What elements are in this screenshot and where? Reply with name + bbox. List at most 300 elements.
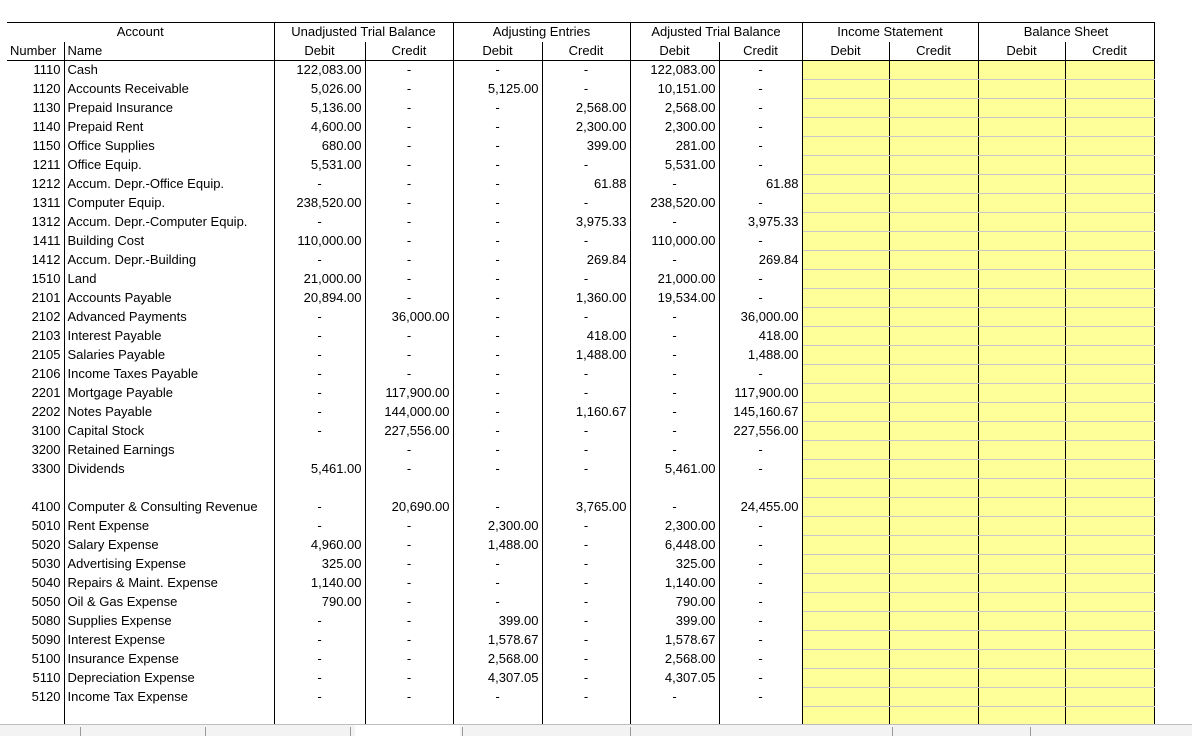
utb-credit-cell[interactable]: 36,000.00 [365, 308, 453, 327]
is-credit-cell[interactable] [889, 346, 978, 365]
account-name-cell[interactable]: Accounts Receivable [64, 80, 274, 99]
utb-debit-cell[interactable]: 325.00 [274, 555, 365, 574]
atb-credit-cell[interactable]: - [719, 612, 802, 631]
bs-credit-cell[interactable] [1065, 270, 1154, 289]
utb-debit-cell[interactable]: - [274, 612, 365, 631]
is-credit-cell[interactable] [889, 688, 978, 707]
is-debit-cell[interactable] [802, 479, 889, 498]
utb-credit-cell[interactable]: - [365, 441, 453, 460]
bs-credit-cell[interactable] [1065, 479, 1154, 498]
account-number-cell[interactable]: 2106 [7, 365, 64, 384]
is-credit-cell[interactable] [889, 156, 978, 175]
account-number-cell[interactable]: 1411 [7, 232, 64, 251]
account-number-cell[interactable]: 1412 [7, 251, 64, 270]
utb-debit-cell[interactable]: 5,531.00 [274, 156, 365, 175]
bs-debit-cell[interactable] [978, 612, 1065, 631]
is-debit-cell[interactable] [802, 498, 889, 517]
is-debit-cell[interactable] [802, 61, 889, 80]
atb-credit-cell[interactable]: - [719, 61, 802, 80]
utb-credit-cell[interactable]: - [365, 593, 453, 612]
bs-debit-cell[interactable] [978, 213, 1065, 232]
account-name-cell[interactable]: Office Equip. [64, 156, 274, 175]
account-number-cell[interactable]: 4100 [7, 498, 64, 517]
is-credit-cell[interactable] [889, 270, 978, 289]
bs-debit-cell[interactable] [978, 365, 1065, 384]
utb-debit-cell[interactable] [274, 441, 365, 460]
atb-debit-cell[interactable]: 5,461.00 [630, 460, 719, 479]
atb-debit-cell[interactable]: - [630, 175, 719, 194]
utb-credit-cell[interactable]: - [365, 536, 453, 555]
atb-credit-cell[interactable]: - [719, 156, 802, 175]
is-credit-cell[interactable] [889, 194, 978, 213]
account-number-cell[interactable]: 5030 [7, 555, 64, 574]
ae-credit-cell[interactable]: 1,160.67 [542, 403, 630, 422]
bs-credit-cell[interactable] [1065, 194, 1154, 213]
utb-credit-cell[interactable]: - [365, 346, 453, 365]
utb-credit-cell[interactable]: - [365, 251, 453, 270]
is-credit-cell[interactable] [889, 384, 978, 403]
ae-debit-cell[interactable]: - [453, 460, 542, 479]
account-number-cell[interactable]: 3100 [7, 422, 64, 441]
atb-credit-cell[interactable]: - [719, 365, 802, 384]
is-credit-cell[interactable] [889, 441, 978, 460]
bs-credit-cell[interactable] [1065, 308, 1154, 327]
ae-credit-cell[interactable]: - [542, 232, 630, 251]
account-number-cell[interactable]: 5120 [7, 688, 64, 707]
atb-debit-cell[interactable]: 2,300.00 [630, 517, 719, 536]
bs-credit-cell[interactable] [1065, 707, 1154, 726]
ae-credit-cell[interactable]: - [542, 688, 630, 707]
utb-debit-cell[interactable]: - [274, 498, 365, 517]
account-number-cell[interactable]: 2102 [7, 308, 64, 327]
atb-credit-cell[interactable]: 61.88 [719, 175, 802, 194]
is-credit-cell[interactable] [889, 631, 978, 650]
atb-debit-cell[interactable]: - [630, 251, 719, 270]
bs-credit-cell[interactable] [1065, 346, 1154, 365]
bs-debit-cell[interactable] [978, 650, 1065, 669]
is-credit-cell[interactable] [889, 669, 978, 688]
ae-credit-cell[interactable]: - [542, 308, 630, 327]
atb-debit-cell[interactable] [630, 707, 719, 726]
header-ae-debit[interactable]: Debit [453, 42, 542, 61]
bs-credit-cell[interactable] [1065, 574, 1154, 593]
is-debit-cell[interactable] [802, 612, 889, 631]
ae-credit-cell[interactable]: - [542, 517, 630, 536]
utb-debit-cell[interactable]: - [274, 688, 365, 707]
account-name-cell[interactable]: Land [64, 270, 274, 289]
ae-debit-cell[interactable]: - [453, 118, 542, 137]
account-name-cell[interactable]: Income Tax Expense [64, 688, 274, 707]
is-credit-cell[interactable] [889, 137, 978, 156]
atb-debit-cell[interactable]: 21,000.00 [630, 270, 719, 289]
account-name-cell[interactable]: Insurance Expense [64, 650, 274, 669]
utb-debit-cell[interactable]: - [274, 308, 365, 327]
ae-credit-cell[interactable]: - [542, 669, 630, 688]
account-name-cell[interactable]: Income Taxes Payable [64, 365, 274, 384]
bs-credit-cell[interactable] [1065, 80, 1154, 99]
ae-debit-cell[interactable]: - [453, 270, 542, 289]
utb-credit-cell[interactable]: - [365, 517, 453, 536]
account-number-cell[interactable]: 1120 [7, 80, 64, 99]
account-name-cell[interactable]: Prepaid Insurance [64, 99, 274, 118]
account-name-cell[interactable]: Computer & Consulting Revenue [64, 498, 274, 517]
bs-debit-cell[interactable] [978, 251, 1065, 270]
is-debit-cell[interactable] [802, 422, 889, 441]
account-number-cell[interactable]: 5020 [7, 536, 64, 555]
ae-credit-cell[interactable] [542, 479, 630, 498]
is-debit-cell[interactable] [802, 137, 889, 156]
utb-debit-cell[interactable]: - [274, 517, 365, 536]
atb-debit-cell[interactable]: - [630, 688, 719, 707]
bs-debit-cell[interactable] [978, 118, 1065, 137]
is-credit-cell[interactable] [889, 403, 978, 422]
account-number-cell[interactable]: 1311 [7, 194, 64, 213]
utb-debit-cell[interactable]: 5,461.00 [274, 460, 365, 479]
account-name-cell[interactable]: Mortgage Payable [64, 384, 274, 403]
utb-credit-cell[interactable]: - [365, 137, 453, 156]
utb-credit-cell[interactable]: - [365, 175, 453, 194]
ae-credit-cell[interactable]: - [542, 156, 630, 175]
is-debit-cell[interactable] [802, 213, 889, 232]
utb-credit-cell[interactable]: 20,690.00 [365, 498, 453, 517]
utb-debit-cell[interactable]: - [274, 669, 365, 688]
ae-credit-cell[interactable]: - [542, 593, 630, 612]
ae-credit-cell[interactable]: - [542, 270, 630, 289]
account-name-cell[interactable]: Retained Earnings [64, 441, 274, 460]
header-ae-credit[interactable]: Credit [542, 42, 630, 61]
utb-debit-cell[interactable]: 5,136.00 [274, 99, 365, 118]
atb-credit-cell[interactable]: - [719, 536, 802, 555]
account-name-cell[interactable]: Salaries Payable [64, 346, 274, 365]
utb-debit-cell[interactable]: 1,140.00 [274, 574, 365, 593]
is-debit-cell[interactable] [802, 365, 889, 384]
is-debit-cell[interactable] [802, 441, 889, 460]
ae-debit-cell[interactable]: - [453, 365, 542, 384]
sheet-tab-active[interactable] [355, 725, 460, 736]
utb-credit-cell[interactable]: - [365, 555, 453, 574]
utb-credit-cell[interactable] [365, 707, 453, 726]
ae-debit-cell[interactable]: - [453, 99, 542, 118]
bs-credit-cell[interactable] [1065, 251, 1154, 270]
is-credit-cell[interactable] [889, 80, 978, 99]
atb-debit-cell[interactable]: - [630, 498, 719, 517]
bs-debit-cell[interactable] [978, 194, 1065, 213]
bs-debit-cell[interactable] [978, 707, 1065, 726]
ae-debit-cell[interactable]: - [453, 232, 542, 251]
is-debit-cell[interactable] [802, 327, 889, 346]
utb-debit-cell[interactable]: - [274, 384, 365, 403]
is-debit-cell[interactable] [802, 631, 889, 650]
ae-debit-cell[interactable]: - [453, 346, 542, 365]
bs-credit-cell[interactable] [1065, 460, 1154, 479]
ae-debit-cell[interactable]: - [453, 555, 542, 574]
account-number-cell[interactable]: 1312 [7, 213, 64, 232]
account-number-cell[interactable]: 5050 [7, 593, 64, 612]
utb-credit-cell[interactable]: - [365, 669, 453, 688]
is-debit-cell[interactable] [802, 403, 889, 422]
atb-debit-cell[interactable] [630, 479, 719, 498]
bs-debit-cell[interactable] [978, 517, 1065, 536]
ae-debit-cell[interactable]: - [453, 327, 542, 346]
account-number-cell[interactable]: 3200 [7, 441, 64, 460]
atb-debit-cell[interactable]: - [630, 308, 719, 327]
is-credit-cell[interactable] [889, 707, 978, 726]
is-credit-cell[interactable] [889, 365, 978, 384]
is-credit-cell[interactable] [889, 517, 978, 536]
ae-credit-cell[interactable]: 1,488.00 [542, 346, 630, 365]
utb-credit-cell[interactable]: 144,000.00 [365, 403, 453, 422]
atb-debit-cell[interactable]: - [630, 213, 719, 232]
account-name-cell[interactable]: Depreciation Expense [64, 669, 274, 688]
atb-credit-cell[interactable]: 36,000.00 [719, 308, 802, 327]
account-number-cell[interactable] [7, 479, 64, 498]
account-name-cell[interactable]: Prepaid Rent [64, 118, 274, 137]
utb-debit-cell[interactable] [274, 479, 365, 498]
utb-debit-cell[interactable]: 790.00 [274, 593, 365, 612]
atb-credit-cell[interactable]: 24,455.00 [719, 498, 802, 517]
bs-debit-cell[interactable] [978, 536, 1065, 555]
ae-debit-cell[interactable]: 5,125.00 [453, 80, 542, 99]
account-number-cell[interactable]: 5100 [7, 650, 64, 669]
ae-debit-cell[interactable]: - [453, 61, 542, 80]
account-name-cell[interactable]: Repairs & Maint. Expense [64, 574, 274, 593]
atb-debit-cell[interactable]: 10,151.00 [630, 80, 719, 99]
account-name-cell[interactable]: Advertising Expense [64, 555, 274, 574]
account-number-cell[interactable]: 5090 [7, 631, 64, 650]
is-debit-cell[interactable] [802, 251, 889, 270]
is-debit-cell[interactable] [802, 308, 889, 327]
header-utb-credit[interactable]: Credit [365, 42, 453, 61]
header-unadjusted-trial-balance[interactable]: Unadjusted Trial Balance [274, 23, 453, 42]
is-debit-cell[interactable] [802, 536, 889, 555]
is-debit-cell[interactable] [802, 593, 889, 612]
is-credit-cell[interactable] [889, 118, 978, 137]
utb-debit-cell[interactable]: - [274, 251, 365, 270]
utb-credit-cell[interactable]: - [365, 289, 453, 308]
utb-debit-cell[interactable]: - [274, 213, 365, 232]
bs-credit-cell[interactable] [1065, 289, 1154, 308]
is-debit-cell[interactable] [802, 555, 889, 574]
ae-debit-cell[interactable]: 4,307.05 [453, 669, 542, 688]
account-name-cell[interactable]: Computer Equip. [64, 194, 274, 213]
atb-debit-cell[interactable]: 325.00 [630, 555, 719, 574]
is-credit-cell[interactable] [889, 61, 978, 80]
bs-debit-cell[interactable] [978, 669, 1065, 688]
ae-debit-cell[interactable] [453, 707, 542, 726]
atb-credit-cell[interactable]: 117,900.00 [719, 384, 802, 403]
ae-debit-cell[interactable]: 1,578.67 [453, 631, 542, 650]
atb-debit-cell[interactable]: 110,000.00 [630, 232, 719, 251]
bs-debit-cell[interactable] [978, 479, 1065, 498]
atb-credit-cell[interactable]: 418.00 [719, 327, 802, 346]
header-is-credit[interactable]: Credit [889, 42, 978, 61]
atb-debit-cell[interactable]: - [630, 346, 719, 365]
atb-credit-cell[interactable]: - [719, 441, 802, 460]
ae-credit-cell[interactable]: - [542, 61, 630, 80]
ae-credit-cell[interactable]: 399.00 [542, 137, 630, 156]
bs-credit-cell[interactable] [1065, 365, 1154, 384]
account-number-cell[interactable]: 2201 [7, 384, 64, 403]
account-number-cell[interactable]: 5040 [7, 574, 64, 593]
atb-debit-cell[interactable]: 2,568.00 [630, 99, 719, 118]
atb-debit-cell[interactable]: 19,534.00 [630, 289, 719, 308]
utb-debit-cell[interactable]: 238,520.00 [274, 194, 365, 213]
bs-debit-cell[interactable] [978, 289, 1065, 308]
bs-debit-cell[interactable] [978, 232, 1065, 251]
bs-debit-cell[interactable] [978, 403, 1065, 422]
utb-debit-cell[interactable]: 5,026.00 [274, 80, 365, 99]
ae-credit-cell[interactable]: - [542, 555, 630, 574]
ae-debit-cell[interactable]: 399.00 [453, 612, 542, 631]
utb-debit-cell[interactable]: - [274, 175, 365, 194]
is-debit-cell[interactable] [802, 650, 889, 669]
account-name-cell[interactable] [64, 479, 274, 498]
is-debit-cell[interactable] [802, 517, 889, 536]
bs-credit-cell[interactable] [1065, 555, 1154, 574]
ae-credit-cell[interactable]: - [542, 460, 630, 479]
ae-debit-cell[interactable]: - [453, 384, 542, 403]
account-number-cell[interactable] [7, 707, 64, 726]
atb-credit-cell[interactable]: - [719, 232, 802, 251]
ae-debit-cell[interactable] [453, 479, 542, 498]
is-credit-cell[interactable] [889, 650, 978, 669]
bs-credit-cell[interactable] [1065, 669, 1154, 688]
bs-debit-cell[interactable] [978, 175, 1065, 194]
is-debit-cell[interactable] [802, 289, 889, 308]
is-credit-cell[interactable] [889, 612, 978, 631]
header-income-statement[interactable]: Income Statement [802, 23, 978, 42]
bs-debit-cell[interactable] [978, 270, 1065, 289]
header-atb-debit[interactable]: Debit [630, 42, 719, 61]
bs-credit-cell[interactable] [1065, 536, 1154, 555]
atb-debit-cell[interactable]: 1,578.67 [630, 631, 719, 650]
is-credit-cell[interactable] [889, 593, 978, 612]
utb-credit-cell[interactable]: - [365, 118, 453, 137]
account-name-cell[interactable]: Accounts Payable [64, 289, 274, 308]
ae-debit-cell[interactable]: - [453, 194, 542, 213]
header-utb-debit[interactable]: Debit [274, 42, 365, 61]
utb-credit-cell[interactable]: - [365, 80, 453, 99]
atb-credit-cell[interactable]: - [719, 194, 802, 213]
ae-debit-cell[interactable]: - [453, 688, 542, 707]
ae-debit-cell[interactable]: - [453, 593, 542, 612]
is-credit-cell[interactable] [889, 422, 978, 441]
header-adjusted-trial-balance[interactable]: Adjusted Trial Balance [630, 23, 802, 42]
account-number-cell[interactable]: 3300 [7, 460, 64, 479]
utb-debit-cell[interactable]: 680.00 [274, 137, 365, 156]
atb-credit-cell[interactable]: - [719, 631, 802, 650]
bs-debit-cell[interactable] [978, 137, 1065, 156]
bs-debit-cell[interactable] [978, 346, 1065, 365]
account-name-cell[interactable]: Oil & Gas Expense [64, 593, 274, 612]
atb-debit-cell[interactable]: 6,448.00 [630, 536, 719, 555]
utb-debit-cell[interactable]: - [274, 327, 365, 346]
account-number-cell[interactable]: 1211 [7, 156, 64, 175]
ae-credit-cell[interactable]: 2,300.00 [542, 118, 630, 137]
ae-credit-cell[interactable]: - [542, 631, 630, 650]
utb-debit-cell[interactable]: 20,894.00 [274, 289, 365, 308]
atb-debit-cell[interactable]: - [630, 422, 719, 441]
atb-debit-cell[interactable]: - [630, 403, 719, 422]
is-credit-cell[interactable] [889, 327, 978, 346]
account-number-cell[interactable]: 2101 [7, 289, 64, 308]
account-name-cell[interactable]: Office Supplies [64, 137, 274, 156]
bs-credit-cell[interactable] [1065, 612, 1154, 631]
utb-credit-cell[interactable]: - [365, 612, 453, 631]
is-debit-cell[interactable] [802, 80, 889, 99]
ae-debit-cell[interactable]: - [453, 156, 542, 175]
is-debit-cell[interactable] [802, 232, 889, 251]
account-number-cell[interactable]: 2202 [7, 403, 64, 422]
utb-credit-cell[interactable]: - [365, 631, 453, 650]
bs-debit-cell[interactable] [978, 688, 1065, 707]
atb-credit-cell[interactable]: 145,160.67 [719, 403, 802, 422]
bs-credit-cell[interactable] [1065, 441, 1154, 460]
is-debit-cell[interactable] [802, 270, 889, 289]
bs-credit-cell[interactable] [1065, 99, 1154, 118]
atb-debit-cell[interactable]: 1,140.00 [630, 574, 719, 593]
atb-debit-cell[interactable]: - [630, 384, 719, 403]
bs-credit-cell[interactable] [1065, 61, 1154, 80]
bs-debit-cell[interactable] [978, 80, 1065, 99]
atb-credit-cell[interactable]: - [719, 669, 802, 688]
is-credit-cell[interactable] [889, 555, 978, 574]
utb-debit-cell[interactable]: 122,083.00 [274, 61, 365, 80]
utb-debit-cell[interactable]: - [274, 346, 365, 365]
account-name-cell[interactable]: Accum. Depr.-Computer Equip. [64, 213, 274, 232]
atb-credit-cell[interactable]: - [719, 517, 802, 536]
account-name-cell[interactable]: Notes Payable [64, 403, 274, 422]
utb-credit-cell[interactable]: - [365, 688, 453, 707]
atb-credit-cell[interactable]: 269.84 [719, 251, 802, 270]
ae-credit-cell[interactable]: 61.88 [542, 175, 630, 194]
ae-credit-cell[interactable]: 2,568.00 [542, 99, 630, 118]
bs-debit-cell[interactable] [978, 498, 1065, 517]
is-debit-cell[interactable] [802, 156, 889, 175]
account-name-cell[interactable]: Capital Stock [64, 422, 274, 441]
is-debit-cell[interactable] [802, 118, 889, 137]
bs-credit-cell[interactable] [1065, 517, 1154, 536]
utb-debit-cell[interactable]: - [274, 631, 365, 650]
utb-credit-cell[interactable]: - [365, 99, 453, 118]
bs-debit-cell[interactable] [978, 631, 1065, 650]
utb-debit-cell[interactable]: 21,000.00 [274, 270, 365, 289]
bs-credit-cell[interactable] [1065, 593, 1154, 612]
atb-credit-cell[interactable]: - [719, 99, 802, 118]
bs-debit-cell[interactable] [978, 574, 1065, 593]
bs-credit-cell[interactable] [1065, 137, 1154, 156]
account-number-cell[interactable]: 5080 [7, 612, 64, 631]
utb-debit-cell[interactable] [274, 707, 365, 726]
atb-credit-cell[interactable]: 227,556.00 [719, 422, 802, 441]
is-credit-cell[interactable] [889, 289, 978, 308]
bs-debit-cell[interactable] [978, 327, 1065, 346]
bs-debit-cell[interactable] [978, 593, 1065, 612]
atb-debit-cell[interactable]: 122,083.00 [630, 61, 719, 80]
account-name-cell[interactable]: Rent Expense [64, 517, 274, 536]
ae-debit-cell[interactable]: - [453, 403, 542, 422]
utb-credit-cell[interactable]: - [365, 232, 453, 251]
ae-credit-cell[interactable]: 418.00 [542, 327, 630, 346]
atb-debit-cell[interactable]: - [630, 327, 719, 346]
ae-debit-cell[interactable]: - [453, 251, 542, 270]
bs-debit-cell[interactable] [978, 156, 1065, 175]
atb-credit-cell[interactable]: - [719, 289, 802, 308]
bs-debit-cell[interactable] [978, 99, 1065, 118]
atb-debit-cell[interactable]: 281.00 [630, 137, 719, 156]
atb-credit-cell[interactable]: - [719, 593, 802, 612]
header-bs-credit[interactable]: Credit [1065, 42, 1154, 61]
